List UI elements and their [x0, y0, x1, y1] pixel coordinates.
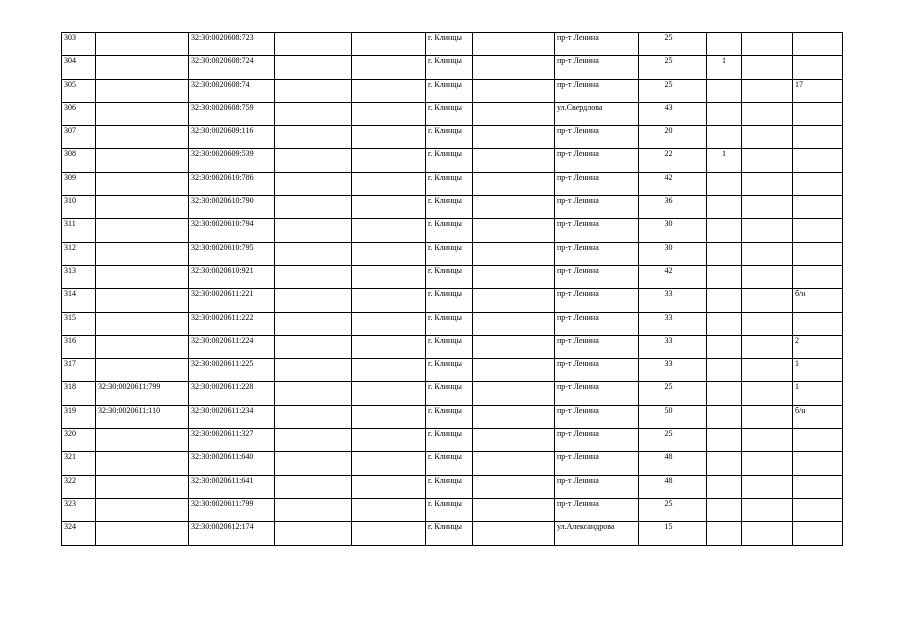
house-number-cell: 25: [639, 429, 707, 452]
flag-cell: 1: [707, 149, 742, 172]
apartment-cell: [793, 172, 843, 195]
apartment-cell: б/н: [793, 289, 843, 312]
flag-cell: [707, 475, 742, 498]
street-cell: пр-т Ленина: [555, 242, 639, 265]
empty-cell: [742, 56, 793, 79]
row-number-cell: 303: [62, 33, 96, 56]
table-row: [62, 429, 843, 452]
cadastral-number-cell: 32:30:0020610:795: [189, 242, 275, 265]
empty-cell: [352, 196, 426, 219]
cadastral-number-cell: 32:30:0020611:640: [189, 452, 275, 475]
apartment-cell: б/н: [793, 405, 843, 428]
empty-cell: [742, 289, 793, 312]
city-cell: г. Клинцы: [426, 452, 473, 475]
previous-cadastral-cell: [96, 102, 189, 125]
empty-cell: [742, 102, 793, 125]
city-cell: г. Клинцы: [426, 289, 473, 312]
apartment-cell: 1: [793, 359, 843, 382]
empty-cell: [473, 359, 555, 382]
row-number-cell: 312: [62, 242, 96, 265]
empty-cell: [742, 452, 793, 475]
previous-cadastral-cell: [96, 242, 189, 265]
empty-cell: [275, 79, 352, 102]
row-number-cell: 305: [62, 79, 96, 102]
city-cell: г. Клинцы: [426, 126, 473, 149]
empty-cell: [473, 79, 555, 102]
empty-cell: [742, 196, 793, 219]
empty-cell: [742, 242, 793, 265]
city-cell: г. Клинцы: [426, 242, 473, 265]
flag-cell: [707, 335, 742, 358]
street-cell: пр-т Ленина: [555, 335, 639, 358]
table-row: [62, 149, 843, 172]
city-cell: г. Клинцы: [426, 56, 473, 79]
apartment-cell: [793, 33, 843, 56]
street-cell: пр-т Ленина: [555, 219, 639, 242]
cadastral-number-cell: 32:30:0020608:759: [189, 102, 275, 125]
table-row: [62, 359, 843, 382]
flag-cell: [707, 522, 742, 545]
empty-cell: [742, 498, 793, 521]
street-cell: пр-т Ленина: [555, 312, 639, 335]
house-number-cell: 42: [639, 172, 707, 195]
flag-cell: [707, 289, 742, 312]
flag-cell: [707, 359, 742, 382]
empty-cell: [473, 56, 555, 79]
empty-cell: [275, 149, 352, 172]
empty-cell: [352, 429, 426, 452]
empty-cell: [352, 79, 426, 102]
city-cell: г. Клинцы: [426, 219, 473, 242]
empty-cell: [275, 475, 352, 498]
previous-cadastral-cell: 32:30:0020611:110: [96, 405, 189, 428]
city-cell: г. Клинцы: [426, 359, 473, 382]
cadastral-number-cell: 32:30:0020611:641: [189, 475, 275, 498]
house-number-cell: 42: [639, 265, 707, 288]
flag-cell: [707, 382, 742, 405]
city-cell: г. Клинцы: [426, 522, 473, 545]
previous-cadastral-cell: [96, 33, 189, 56]
table-body: [62, 33, 843, 546]
city-cell: г. Клинцы: [426, 429, 473, 452]
empty-cell: [352, 405, 426, 428]
apartment-cell: [793, 498, 843, 521]
previous-cadastral-cell: [96, 475, 189, 498]
apartment-cell: [793, 265, 843, 288]
empty-cell: [742, 79, 793, 102]
row-number-cell: 323: [62, 498, 96, 521]
cadastral-number-cell: 32:30:0020611:225: [189, 359, 275, 382]
cadastral-number-cell: 32:30:0020611:224: [189, 335, 275, 358]
house-number-cell: 33: [639, 289, 707, 312]
street-cell: пр-т Ленина: [555, 79, 639, 102]
empty-cell: [473, 475, 555, 498]
row-number-cell: 320: [62, 429, 96, 452]
row-number-cell: 316: [62, 335, 96, 358]
city-cell: г. Клинцы: [426, 312, 473, 335]
cadastral-number-cell: 32:30:0020610:786: [189, 172, 275, 195]
previous-cadastral-cell: [96, 522, 189, 545]
street-cell: пр-т Ленина: [555, 382, 639, 405]
city-cell: г. Клинцы: [426, 405, 473, 428]
apartment-cell: [793, 149, 843, 172]
cadastral-registry-table: [61, 32, 843, 546]
apartment-cell: [793, 475, 843, 498]
table-row: [62, 405, 843, 428]
house-number-cell: 25: [639, 79, 707, 102]
empty-cell: [473, 126, 555, 149]
row-number-cell: 322: [62, 475, 96, 498]
cadastral-number-cell: 32:30:0020608:723: [189, 33, 275, 56]
empty-cell: [742, 126, 793, 149]
empty-cell: [275, 126, 352, 149]
empty-cell: [352, 382, 426, 405]
cadastral-number-cell: 32:30:0020609:116: [189, 126, 275, 149]
empty-cell: [473, 522, 555, 545]
table-row: [62, 242, 843, 265]
empty-cell: [473, 405, 555, 428]
previous-cadastral-cell: [96, 289, 189, 312]
table-row: [62, 452, 843, 475]
table-row: [62, 102, 843, 125]
cadastral-number-cell: 32:30:0020611:234: [189, 405, 275, 428]
empty-cell: [352, 312, 426, 335]
empty-cell: [473, 265, 555, 288]
row-number-cell: 324: [62, 522, 96, 545]
cadastral-number-cell: 32:30:0020611:799: [189, 498, 275, 521]
previous-cadastral-cell: [96, 149, 189, 172]
apartment-cell: [793, 196, 843, 219]
empty-cell: [352, 126, 426, 149]
empty-cell: [473, 429, 555, 452]
empty-cell: [352, 452, 426, 475]
city-cell: г. Клинцы: [426, 475, 473, 498]
house-number-cell: 33: [639, 312, 707, 335]
empty-cell: [473, 219, 555, 242]
table-row: [62, 79, 843, 102]
street-cell: пр-т Ленина: [555, 265, 639, 288]
empty-cell: [352, 522, 426, 545]
empty-cell: [742, 359, 793, 382]
empty-cell: [742, 33, 793, 56]
house-number-cell: 43: [639, 102, 707, 125]
empty-cell: [352, 265, 426, 288]
empty-cell: [352, 149, 426, 172]
empty-cell: [473, 452, 555, 475]
empty-cell: [473, 172, 555, 195]
row-number-cell: 311: [62, 219, 96, 242]
house-number-cell: 25: [639, 498, 707, 521]
empty-cell: [275, 522, 352, 545]
row-number-cell: 307: [62, 126, 96, 149]
row-number-cell: 310: [62, 196, 96, 219]
apartment-cell: [793, 522, 843, 545]
empty-cell: [275, 452, 352, 475]
empty-cell: [275, 382, 352, 405]
house-number-cell: 33: [639, 335, 707, 358]
row-number-cell: 308: [62, 149, 96, 172]
street-cell: пр-т Ленина: [555, 405, 639, 428]
empty-cell: [473, 242, 555, 265]
empty-cell: [352, 359, 426, 382]
street-cell: пр-т Ленина: [555, 56, 639, 79]
row-number-cell: 317: [62, 359, 96, 382]
house-number-cell: 36: [639, 196, 707, 219]
previous-cadastral-cell: [96, 335, 189, 358]
empty-cell: [275, 56, 352, 79]
street-cell: пр-т Ленина: [555, 475, 639, 498]
house-number-cell: 15: [639, 522, 707, 545]
table-row: [62, 126, 843, 149]
previous-cadastral-cell: [96, 56, 189, 79]
table-row: [62, 172, 843, 195]
empty-cell: [352, 56, 426, 79]
city-cell: г. Клинцы: [426, 149, 473, 172]
previous-cadastral-cell: [96, 79, 189, 102]
house-number-cell: 22: [639, 149, 707, 172]
empty-cell: [742, 265, 793, 288]
empty-cell: [275, 219, 352, 242]
empty-cell: [352, 102, 426, 125]
empty-cell: [352, 289, 426, 312]
street-cell: ул.Александрова: [555, 522, 639, 545]
flag-cell: 1: [707, 56, 742, 79]
house-number-cell: 30: [639, 219, 707, 242]
empty-cell: [352, 33, 426, 56]
apartment-cell: [793, 242, 843, 265]
empty-cell: [473, 382, 555, 405]
city-cell: г. Клинцы: [426, 79, 473, 102]
empty-cell: [275, 196, 352, 219]
previous-cadastral-cell: [96, 265, 189, 288]
house-number-cell: 50: [639, 405, 707, 428]
row-number-cell: 313: [62, 265, 96, 288]
table-row: [62, 522, 843, 545]
previous-cadastral-cell: [96, 172, 189, 195]
flag-cell: [707, 102, 742, 125]
empty-cell: [275, 242, 352, 265]
empty-cell: [352, 242, 426, 265]
cadastral-number-cell: 32:30:0020611:327: [189, 429, 275, 452]
empty-cell: [275, 405, 352, 428]
empty-cell: [473, 289, 555, 312]
empty-cell: [473, 196, 555, 219]
empty-cell: [473, 498, 555, 521]
city-cell: г. Клинцы: [426, 335, 473, 358]
flag-cell: [707, 196, 742, 219]
street-cell: пр-т Ленина: [555, 498, 639, 521]
house-number-cell: 25: [639, 56, 707, 79]
street-cell: пр-т Ленина: [555, 149, 639, 172]
flag-cell: [707, 219, 742, 242]
apartment-cell: [793, 429, 843, 452]
empty-cell: [473, 33, 555, 56]
flag-cell: [707, 79, 742, 102]
row-number-cell: 314: [62, 289, 96, 312]
house-number-cell: 33: [639, 359, 707, 382]
cadastral-number-cell: 32:30:0020610:794: [189, 219, 275, 242]
empty-cell: [742, 219, 793, 242]
cadastral-number-cell: 32:30:0020608:724: [189, 56, 275, 79]
street-cell: ул.Свердлова: [555, 102, 639, 125]
table-row: [62, 382, 843, 405]
apartment-cell: [793, 312, 843, 335]
apartment-cell: [793, 56, 843, 79]
row-number-cell: 321: [62, 452, 96, 475]
empty-cell: [352, 172, 426, 195]
empty-cell: [742, 405, 793, 428]
previous-cadastral-cell: [96, 126, 189, 149]
empty-cell: [275, 102, 352, 125]
apartment-cell: 17: [793, 79, 843, 102]
empty-cell: [352, 219, 426, 242]
previous-cadastral-cell: [96, 452, 189, 475]
flag-cell: [707, 312, 742, 335]
previous-cadastral-cell: 32:30:0020611:799: [96, 382, 189, 405]
table-row: [62, 498, 843, 521]
house-number-cell: 25: [639, 33, 707, 56]
house-number-cell: 25: [639, 382, 707, 405]
city-cell: г. Клинцы: [426, 172, 473, 195]
street-cell: пр-т Ленина: [555, 289, 639, 312]
previous-cadastral-cell: [96, 312, 189, 335]
table-row: [62, 335, 843, 358]
house-number-cell: 48: [639, 475, 707, 498]
row-number-cell: 315: [62, 312, 96, 335]
flag-cell: [707, 242, 742, 265]
empty-cell: [473, 312, 555, 335]
flag-cell: [707, 452, 742, 475]
table-row: [62, 289, 843, 312]
street-cell: пр-т Ленина: [555, 452, 639, 475]
cadastral-number-cell: 32:30:0020608:74: [189, 79, 275, 102]
empty-cell: [742, 429, 793, 452]
house-number-cell: 30: [639, 242, 707, 265]
table-row: [62, 56, 843, 79]
empty-cell: [742, 312, 793, 335]
street-cell: пр-т Ленина: [555, 172, 639, 195]
cadastral-number-cell: 32:30:0020610:790: [189, 196, 275, 219]
house-number-cell: 48: [639, 452, 707, 475]
empty-cell: [473, 335, 555, 358]
row-number-cell: 319: [62, 405, 96, 428]
flag-cell: [707, 265, 742, 288]
empty-cell: [742, 149, 793, 172]
cadastral-number-cell: 32:30:0020612:174: [189, 522, 275, 545]
flag-cell: [707, 498, 742, 521]
house-number-cell: 20: [639, 126, 707, 149]
flag-cell: [707, 405, 742, 428]
empty-cell: [275, 265, 352, 288]
row-number-cell: 318: [62, 382, 96, 405]
cadastral-number-cell: 32:30:0020611:221: [189, 289, 275, 312]
street-cell: пр-т Ленина: [555, 126, 639, 149]
city-cell: г. Клинцы: [426, 265, 473, 288]
city-cell: г. Клинцы: [426, 102, 473, 125]
table-row: [62, 196, 843, 219]
empty-cell: [473, 149, 555, 172]
cadastral-number-cell: 32:30:0020611:228: [189, 382, 275, 405]
row-number-cell: 306: [62, 102, 96, 125]
city-cell: г. Клинцы: [426, 196, 473, 219]
previous-cadastral-cell: [96, 219, 189, 242]
row-number-cell: 304: [62, 56, 96, 79]
empty-cell: [352, 498, 426, 521]
empty-cell: [352, 335, 426, 358]
city-cell: г. Клинцы: [426, 382, 473, 405]
empty-cell: [275, 498, 352, 521]
empty-cell: [742, 475, 793, 498]
table-row: [62, 265, 843, 288]
street-cell: пр-т Ленина: [555, 359, 639, 382]
cadastral-number-cell: 32:30:0020611:222: [189, 312, 275, 335]
flag-cell: [707, 429, 742, 452]
street-cell: пр-т Ленина: [555, 429, 639, 452]
empty-cell: [352, 475, 426, 498]
empty-cell: [275, 33, 352, 56]
apartment-cell: 1: [793, 382, 843, 405]
empty-cell: [742, 522, 793, 545]
street-cell: пр-т Ленина: [555, 33, 639, 56]
apartment-cell: [793, 219, 843, 242]
previous-cadastral-cell: [96, 196, 189, 219]
empty-cell: [275, 429, 352, 452]
empty-cell: [742, 382, 793, 405]
cadastral-number-cell: 32:30:0020609:539: [189, 149, 275, 172]
empty-cell: [742, 335, 793, 358]
cadastral-number-cell: 32:30:0020610:921: [189, 265, 275, 288]
table-row: [62, 219, 843, 242]
city-cell: г. Клинцы: [426, 33, 473, 56]
table-row: [62, 312, 843, 335]
street-cell: пр-т Ленина: [555, 196, 639, 219]
previous-cadastral-cell: [96, 359, 189, 382]
table-row: [62, 33, 843, 56]
previous-cadastral-cell: [96, 429, 189, 452]
empty-cell: [742, 172, 793, 195]
empty-cell: [275, 335, 352, 358]
empty-cell: [473, 102, 555, 125]
apartment-cell: [793, 452, 843, 475]
row-number-cell: 309: [62, 172, 96, 195]
flag-cell: [707, 172, 742, 195]
previous-cadastral-cell: [96, 498, 189, 521]
table-row: [62, 475, 843, 498]
empty-cell: [275, 289, 352, 312]
apartment-cell: [793, 126, 843, 149]
apartment-cell: [793, 102, 843, 125]
empty-cell: [275, 312, 352, 335]
flag-cell: [707, 33, 742, 56]
city-cell: г. Клинцы: [426, 498, 473, 521]
empty-cell: [275, 359, 352, 382]
apartment-cell: 2: [793, 335, 843, 358]
flag-cell: [707, 126, 742, 149]
empty-cell: [275, 172, 352, 195]
